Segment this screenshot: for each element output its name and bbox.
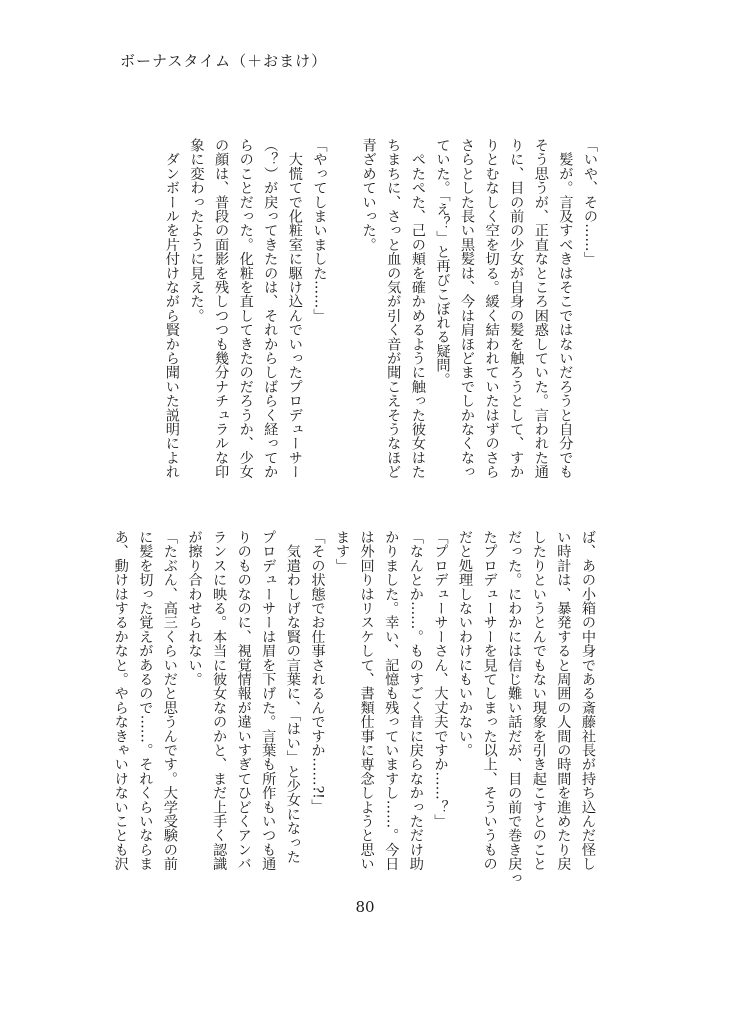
text-line: 気遣わしげな賢の言葉に、「はい」と少女になった [284, 530, 301, 864]
text-line: に髪を切った覚えがあるので……。それくらいならま [137, 530, 154, 871]
text-line: ちまちに、さっと血の気が引く音が聞こえそうなほど [385, 138, 402, 479]
text-line: ぺたぺた、己の頬を確かめるように触った彼女はた [409, 138, 426, 479]
text-line: プロデューサーは眉を下げた。言葉も所作もいつも通 [260, 530, 277, 871]
text-line: りに、目の前の少女が自身の髪を触ろうとして、すか [508, 138, 525, 479]
text-line: 「いや、その……」 [582, 138, 598, 266]
text-line: ダンボールを片付けながら賢から聞いた説明によれ [163, 138, 180, 479]
text-block-bottom [112, 530, 600, 885]
text-line: だと処理しないわけにもいかない。 [457, 530, 474, 758]
text-line: ます」 [334, 530, 351, 573]
text-line: （？）が戻ってきたのは、それからしばらく経ってか [262, 138, 279, 479]
text-line: さらとした長い黒髪は、今は肩ほどまでしかなくなっ [459, 138, 476, 479]
text-line: ていた。「え？」と再びこぼれる疑問。 [434, 138, 451, 387]
running-title: ボーナスタイム（＋おまけ） [120, 52, 328, 70]
text-line: 「プロデューサーさん、大丈夫ですか……？」 [432, 530, 449, 829]
text-line: りとむなしく空を切る。緩く結われていたはずのさら [483, 138, 500, 479]
text-line: 「その状態でお仕事されるんですか……?!」 [309, 530, 326, 814]
text-line: かりました。幸い、記憶も残っていますし……。今日 [383, 530, 400, 871]
text-line: の顔は、普段の面影を残しつつも幾分ナチュラルな印 [213, 138, 230, 479]
text-line: い時計は、暴発すると周囲の人間の時間を進めたり戻 [555, 530, 572, 871]
text-line: 「なんとか……。ものすごく昔に戻らなかっただけ助 [407, 530, 424, 871]
text-line: だった。にわかには信じ難い話だが、目の前で巻き戻っ [506, 530, 523, 885]
text-line [331, 138, 356, 488]
text-line: あ、動けはするかなと。やらなきゃいけないことも沢 [112, 530, 129, 871]
text-line: たプロデューサーを見てしまった以上、そういうもの [481, 530, 498, 871]
text-line: 「やってしまいました……」 [311, 138, 328, 323]
text-line: 髪が。言及すべきはそこではないだろうと自分でも [557, 138, 574, 479]
text-line: 「たぶん、高三くらいだと思うんです。大学受験の前 [161, 530, 178, 871]
text-line: 青ざめていった。 [360, 138, 377, 252]
text-line: らのことだった。化粧を直してきたのだろうか、少女 [237, 138, 254, 479]
text-line: りのものなのに、視覚情報が違いすぎてひどくアンバ [235, 530, 252, 871]
text-line: したりというとんでもない現象を引き起こすとのこと [530, 530, 547, 871]
text-line: は外回りはリスケして、書類仕事に専念しようと思い [358, 530, 375, 871]
text-line: 象に変わったように見えた。 [188, 138, 205, 323]
page-number: 80 [355, 898, 375, 916]
text-line: そう思うが、正直なところ困惑していた。言われた通 [532, 138, 549, 479]
text-block-top [132, 138, 602, 488]
text-line: ランスに映る。本当に彼女なのかと、まだ上手く認識 [211, 530, 228, 871]
text-line: 大慌てで化粧室に駆け込んでいったプロデューサー [286, 138, 303, 479]
text-line: ば、あの小箱の中身である斎藤社長が持ち込んだ怪し [580, 530, 596, 871]
text-line: が擦り合わせられない。 [186, 530, 203, 687]
